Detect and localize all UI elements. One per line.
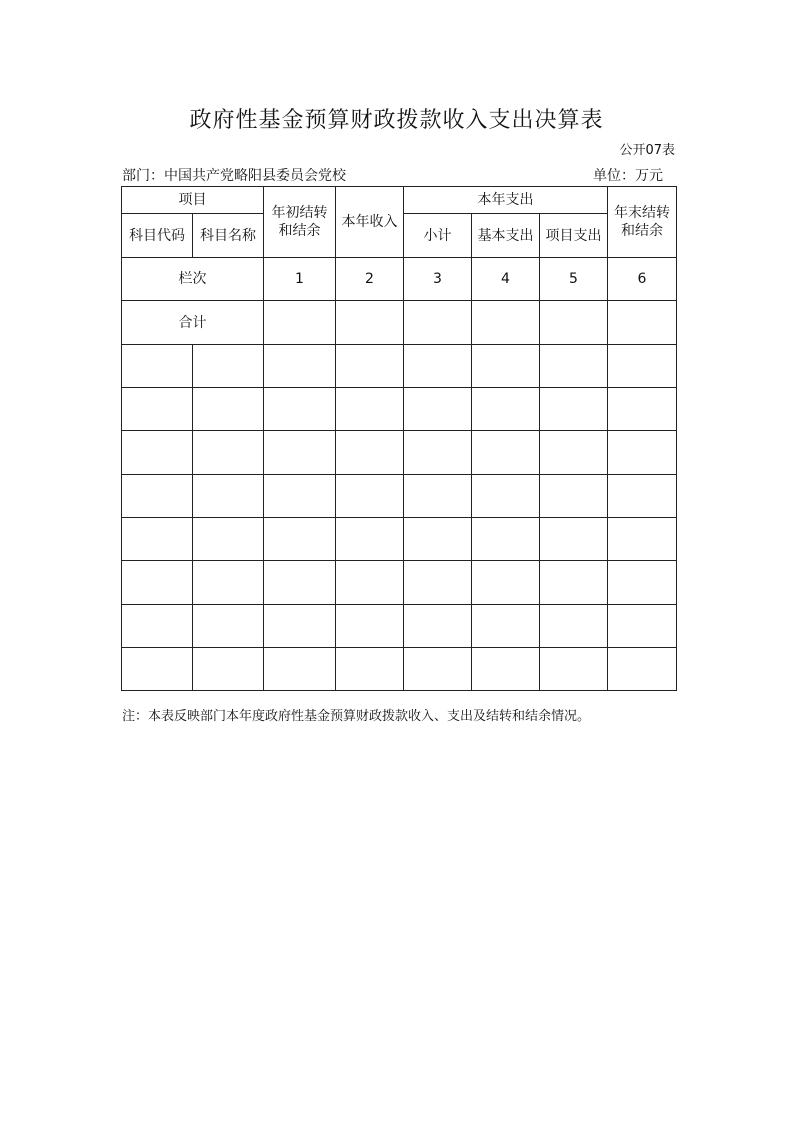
table-cell xyxy=(540,605,608,648)
table-cell xyxy=(264,345,336,388)
table-cell xyxy=(193,431,264,475)
table-cell xyxy=(122,518,193,561)
total-row xyxy=(122,301,677,345)
table-cell xyxy=(336,518,404,561)
table-cell xyxy=(122,475,193,518)
table-cell xyxy=(472,518,540,561)
column-number: 3 xyxy=(404,258,472,301)
table-row xyxy=(122,475,677,518)
table-cell xyxy=(404,518,472,561)
table-cell xyxy=(193,475,264,518)
table-cell xyxy=(122,648,193,691)
footnote: 注：本表反映部门本年度政府性基金预算财政拨款收入、支出及结转和结余情况。 xyxy=(122,709,591,724)
table-cell xyxy=(540,561,608,605)
table-cell xyxy=(336,605,404,648)
table-cell xyxy=(540,345,608,388)
table-cell xyxy=(540,301,608,345)
table-row xyxy=(122,518,677,561)
table-cell xyxy=(608,475,677,518)
column-number: 5 xyxy=(540,258,608,301)
table-row xyxy=(122,561,677,605)
table-cell xyxy=(472,475,540,518)
table-row xyxy=(122,605,677,648)
header-opening-balance: 年初结转和结余 xyxy=(264,187,336,258)
table-cell xyxy=(404,388,472,431)
header-subject-name: 科目名称 xyxy=(193,214,264,258)
table-cell xyxy=(404,345,472,388)
table-row xyxy=(122,345,677,388)
table-row xyxy=(122,431,677,475)
header-closing-balance: 年末结转和结余 xyxy=(608,187,677,258)
table-cell xyxy=(472,301,540,345)
form-code: 公开07表 xyxy=(619,143,675,158)
table-cell xyxy=(336,431,404,475)
department-label: 部门：中国共产党略阳县委员会党校 xyxy=(122,168,346,184)
table-cell xyxy=(472,388,540,431)
table-cell xyxy=(336,301,404,345)
header-project-expense: 项目支出 xyxy=(540,214,608,258)
table-row xyxy=(122,648,677,691)
total-label: 合计 xyxy=(122,301,264,345)
table-cell xyxy=(540,431,608,475)
table-cell xyxy=(193,518,264,561)
table-cell xyxy=(264,561,336,605)
table-cell xyxy=(122,388,193,431)
table-cell xyxy=(336,475,404,518)
table-cell xyxy=(608,605,677,648)
header-current-expense: 本年支出 xyxy=(404,187,608,214)
table-cell xyxy=(193,648,264,691)
header-basic-expense: 基本支出 xyxy=(472,214,540,258)
table-cell xyxy=(264,605,336,648)
table-cell xyxy=(404,648,472,691)
table-cell xyxy=(122,431,193,475)
table-cell xyxy=(336,345,404,388)
header-row-1 xyxy=(122,187,677,214)
table-cell xyxy=(608,388,677,431)
table-cell xyxy=(540,388,608,431)
table-cell xyxy=(472,345,540,388)
page-title: 政府性基金预算财政拨款收入支出决算表 xyxy=(189,108,604,133)
table-cell xyxy=(540,648,608,691)
table-cell xyxy=(264,388,336,431)
table-cell xyxy=(472,605,540,648)
table-cell xyxy=(472,431,540,475)
table-cell xyxy=(336,648,404,691)
table-cell xyxy=(608,301,677,345)
table-cell xyxy=(540,518,608,561)
table-cell xyxy=(122,605,193,648)
table-cell xyxy=(608,345,677,388)
table-cell xyxy=(193,605,264,648)
table-cell xyxy=(608,518,677,561)
table-cell xyxy=(336,561,404,605)
table-cell xyxy=(264,518,336,561)
table-cell xyxy=(404,605,472,648)
table-cell xyxy=(608,431,677,475)
header-project: 项目 xyxy=(122,187,264,214)
table-cell xyxy=(264,648,336,691)
column-number: 4 xyxy=(472,258,540,301)
table-cell xyxy=(193,345,264,388)
column-number: 2 xyxy=(336,258,404,301)
table-cell xyxy=(264,431,336,475)
table-cell xyxy=(193,561,264,605)
table-cell xyxy=(608,561,677,605)
table-row xyxy=(122,388,677,431)
table-cell xyxy=(608,648,677,691)
table-cell xyxy=(472,561,540,605)
table-cell xyxy=(122,345,193,388)
table-cell xyxy=(404,431,472,475)
column-number: 1 xyxy=(264,258,336,301)
table-cell xyxy=(336,388,404,431)
column-number-row xyxy=(122,258,677,301)
table-cell xyxy=(193,388,264,431)
table-cell xyxy=(404,301,472,345)
table-cell xyxy=(264,301,336,345)
table-cell xyxy=(404,561,472,605)
column-number-label: 栏次 xyxy=(122,258,264,301)
unit-label: 单位：万元 xyxy=(593,168,663,184)
table-cell xyxy=(264,475,336,518)
table-cell xyxy=(540,475,608,518)
table-cell xyxy=(472,648,540,691)
header-subject-code: 科目代码 xyxy=(122,214,193,258)
table-cell xyxy=(404,475,472,518)
header-subtotal: 小计 xyxy=(404,214,472,258)
table-cell xyxy=(122,561,193,605)
column-number: 6 xyxy=(608,258,677,301)
header-current-income: 本年收入 xyxy=(336,187,404,258)
budget-table xyxy=(121,186,677,691)
